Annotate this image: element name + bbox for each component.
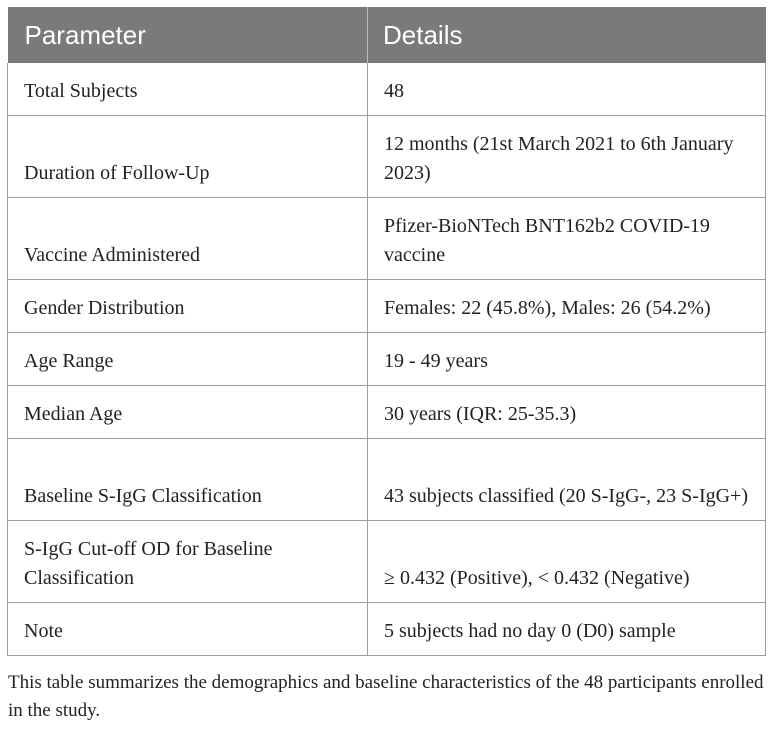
parameter-cell: Age Range bbox=[8, 333, 368, 386]
summary-table bbox=[7, 7, 766, 656]
details-cell: 48 bbox=[368, 63, 766, 116]
details-cell: 12 months (21st March 2021 to 6th January 2023) bbox=[368, 116, 766, 198]
table-row bbox=[8, 521, 766, 603]
table-row bbox=[8, 603, 766, 656]
table-row bbox=[8, 63, 766, 116]
details-cell: Pfizer-BioNTech BNT162b2 COVID-19 vaccine bbox=[368, 198, 766, 280]
details-cell: 5 subjects had no day 0 (D0) sample bbox=[368, 603, 766, 656]
table-caption: This table summarizes the demographics and baseline characteristics of the 48 participants enrolled in the study. bbox=[8, 672, 764, 721]
details-cell: ≥ 0.432 (Positive), < 0.432 (Negative) bbox=[368, 521, 766, 603]
table-row bbox=[8, 280, 766, 333]
header-details: Details bbox=[368, 7, 766, 63]
parameter-cell: S-IgG Cut-off OD for Baseline Classification bbox=[8, 521, 368, 603]
header-row bbox=[8, 7, 766, 63]
details-cell: 30 years (IQR: 25-35.3) bbox=[368, 386, 766, 439]
parameter-cell: Vaccine Administered bbox=[8, 198, 368, 280]
header-parameter: Parameter bbox=[8, 7, 368, 63]
table-row bbox=[8, 386, 766, 439]
document bbox=[7, 7, 765, 744]
parameter-cell: Total Subjects bbox=[8, 63, 368, 116]
parameter-cell: Gender Distribution bbox=[8, 280, 368, 333]
table-header bbox=[8, 7, 766, 63]
table-row bbox=[8, 439, 766, 521]
table-row bbox=[8, 198, 766, 280]
details-cell: Females: 22 (45.8%), Males: 26 (54.2%) bbox=[368, 280, 766, 333]
table-row bbox=[8, 116, 766, 198]
parameter-cell: Baseline S-IgG Classification bbox=[8, 439, 368, 521]
parameter-cell: Duration of Follow-Up bbox=[8, 116, 368, 198]
parameter-cell: Note bbox=[8, 603, 368, 656]
details-cell: 19 - 49 years bbox=[368, 333, 766, 386]
table-body bbox=[8, 63, 766, 656]
table-row bbox=[8, 333, 766, 386]
details-cell: 43 subjects classified (20 S-IgG-, 23 S-IgG+) bbox=[368, 439, 766, 521]
parameter-cell: Median Age bbox=[8, 386, 368, 439]
